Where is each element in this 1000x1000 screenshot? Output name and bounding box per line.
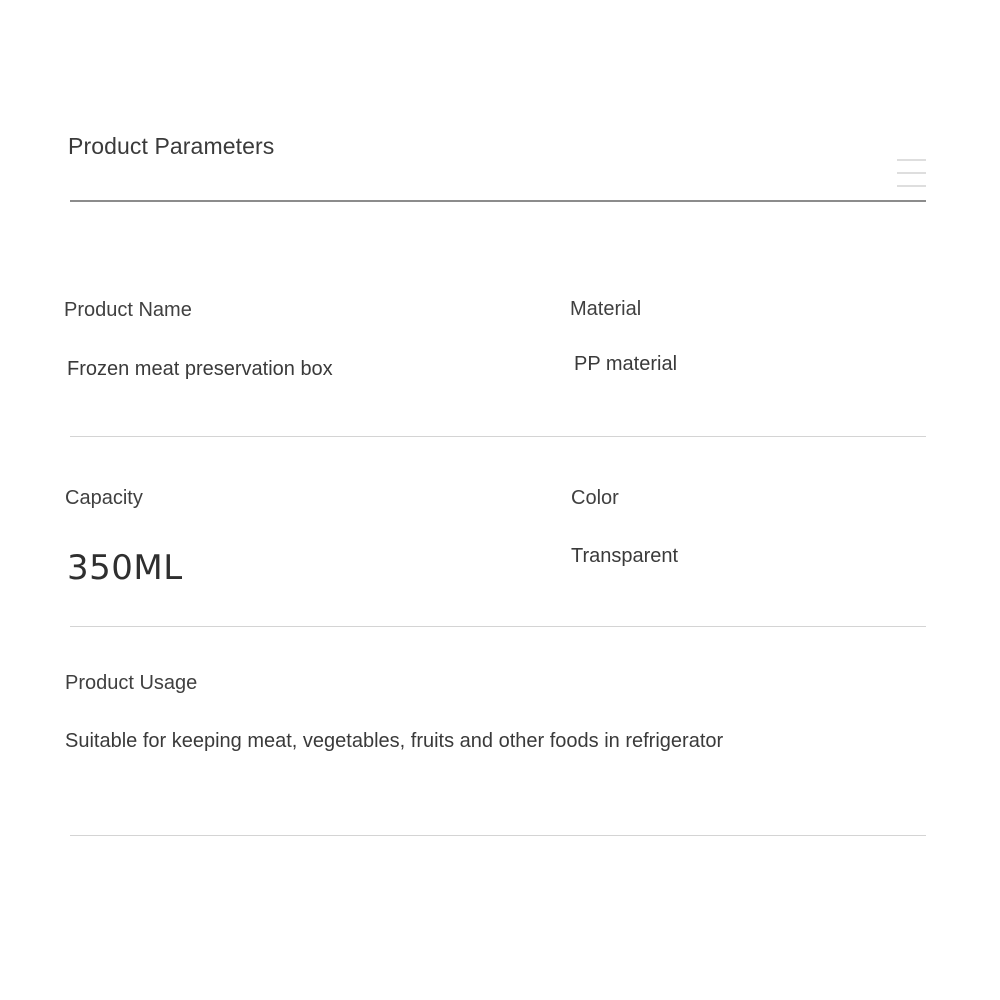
capacity-label: Capacity [65, 487, 143, 509]
color-value: Transparent [571, 545, 679, 567]
title-divider [70, 200, 926, 202]
capacity-value: 350ML [67, 548, 183, 588]
material-label: Material [570, 298, 642, 320]
product-name-value: Frozen meat preservation box [67, 358, 333, 380]
row-divider [70, 436, 926, 437]
row-divider [70, 626, 926, 627]
product-name-label: Product Name [64, 299, 192, 321]
row-divider [70, 835, 926, 836]
color-label: Color [571, 487, 619, 509]
material-value: PP material [574, 353, 678, 375]
product-usage-label: Product Usage [65, 672, 198, 694]
product-usage-value: Suitable for keeping meat, vegetables, fruits and other foods in refrigerator [65, 730, 724, 752]
page-title: Product Parameters [68, 133, 275, 159]
menu-lines-icon [897, 158, 926, 188]
